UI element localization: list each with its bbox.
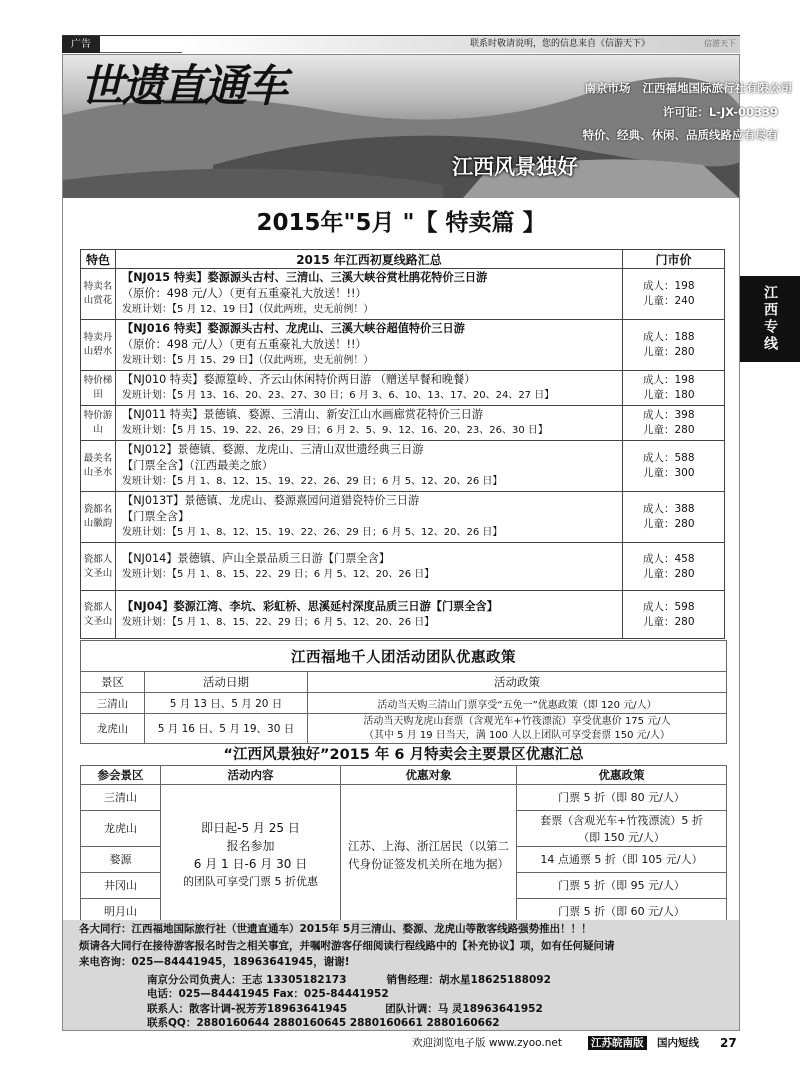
route-note: 【门票全含】	[122, 510, 190, 523]
route-title: 【NJ04】婺源江湾、李坑、彩虹桥、思溪延村深度品质三日游【门票全含】	[122, 599, 498, 613]
discount-policy: 14 点通票 5 折（即 105 元/人）	[517, 847, 727, 873]
adult-price: 成人：458	[643, 552, 695, 565]
side-tab: 江西专线	[740, 276, 800, 362]
row-feature: 特卖名山赏花	[81, 269, 116, 320]
activity-policy: 活动当天购三清山门票享受“五免一”优惠政策（即 120 元/人）	[308, 693, 727, 714]
notice-line: 烦请各大同行在接待游客报名时告之相关事宜，并嘱咐游客仔细阅读行程线路中的【补充协议】项，如有任何疑问请	[79, 939, 615, 952]
adult-price: 成人：588	[643, 452, 695, 464]
child-price: 儿童：240	[643, 295, 695, 307]
spot-name: 三清山	[81, 693, 145, 714]
footer-edition: 江苏皖南版	[588, 1036, 647, 1050]
child-price: 儿童：280	[643, 518, 695, 530]
table-row	[81, 441, 725, 492]
route-schedule: 发班计划：【5 月 15、29 日】（仅此两班，史无前例！）	[122, 355, 374, 366]
route-schedule: 发班计划：【5 月 13、16、20、23、27、30 日；6 月 3、6、10、13、17、20、24、27 日】	[122, 390, 555, 401]
banner-license: 许可证：L-JX-00339	[662, 105, 778, 119]
spot-name: 龙虎山	[81, 714, 145, 744]
target-group: 江苏、上海、浙江居民（以第二代身份证签发机关所在地为据）	[341, 785, 517, 925]
spot-name: 婺源	[81, 847, 161, 873]
row-feature: 特价梯田	[81, 371, 116, 406]
activity-date: 5 月 13 日、5 月 20 日	[145, 693, 308, 714]
adult-price: 成人：188	[643, 331, 695, 343]
child-price: 儿童：280	[643, 346, 695, 358]
header-policy: 活动政策	[308, 672, 727, 693]
route-title: 【NJ012】景德镇、婺源、龙虎山、三清山双世遗经典三日游	[122, 443, 424, 456]
row-feature: 瓷都人文圣山	[81, 543, 116, 591]
header-content: 活动内容	[161, 766, 341, 785]
route-schedule: 发班计划：【5 月 1、8、12、15、19、22、26、29 日；6 月 5、12、20、26 日】	[122, 476, 503, 487]
sales-manager: 销售经理：胡水星18625188092	[386, 973, 551, 986]
group-policy-title: 江西福地千人团活动团队优惠政策	[81, 641, 727, 672]
route-title: 【NJ011 特卖】景德镇、婺源、三清山、新安江山水画廊赏花特价三日游	[122, 408, 484, 421]
table-row	[81, 371, 725, 406]
spot-name: 井冈山	[81, 873, 161, 899]
route-title: 【NJ013T】景德镇、龙虎山、婺源熹园问道猎瓷特价三日游	[122, 494, 420, 507]
adult-price: 成人：198	[643, 374, 695, 386]
route-schedule: 发班计划：【5 月 12、19 日】（仅此两班，史无前例！）	[122, 304, 374, 315]
routes-table	[80, 249, 725, 639]
discount-policy: 门票 5 折（即 95 元/人）	[517, 873, 727, 899]
col-feature-header: 特色	[81, 250, 116, 269]
header-policy: 优惠政策	[517, 766, 727, 785]
group-policy-table	[80, 640, 727, 744]
phone-fax: 电话：025—84441945 Fax：025-84441952	[147, 988, 389, 1000]
footer-section: 国内短线	[657, 1037, 699, 1049]
top-bar	[62, 35, 740, 53]
row-feature: 瓷都人文圣山	[81, 591, 116, 639]
publisher-logo: 信游天下	[704, 39, 736, 48]
spot-name: 龙虎山	[81, 811, 161, 847]
table-row	[81, 591, 725, 639]
table-row	[81, 492, 725, 543]
route-schedule: 发班计划：【5 月 1、8、12、15、19、22、26、29 日；6 月 5、12、20、26 日】	[122, 527, 503, 538]
activity-date: 5 月 16 日、5 月 19、30 日	[145, 714, 308, 744]
activity-policy: 活动当天购龙虎山套票（含观光车+竹筏漂流）享受优惠价 175 元/人	[363, 715, 671, 727]
june-sale-title: “江西风景独好”2015 年 6 月特卖会主要景区优惠汇总	[223, 747, 584, 763]
header-date: 活动日期	[145, 672, 308, 693]
col-routes-header: 2015 年江西初夏线路汇总	[116, 250, 623, 269]
table-row	[81, 693, 727, 714]
child-price: 儿童：280	[643, 567, 695, 580]
table-row	[81, 543, 725, 591]
row-feature: 特价游山	[81, 406, 116, 441]
adult-price: 成人：388	[643, 503, 695, 515]
discount-policy: 套票（含观光车+竹筏漂流）5 折（即 150 元/人）	[517, 811, 727, 847]
child-price: 儿童：180	[643, 389, 695, 401]
activity-content: 即日起-5 月 25 日 报名参加 6 月 1 日-6 月 30 日 的团队可享受门票 5 折优惠	[161, 785, 341, 925]
route-title: 【NJ015 特卖】婺源源头古村、三清山、三溪大峡谷赏杜鹃花特价三日游	[122, 271, 488, 284]
notice-line: 各大同行：江西福地国际旅行社（世遗直通车）2015年 5月三清山、婺源、龙虎山等散客线路强势推出！！！	[79, 923, 592, 935]
contact-block	[79, 973, 723, 1031]
row-feature: 瓷都名山徽韵	[81, 492, 116, 543]
top-note: 联系时敬请说明，您的信息来自《信游天下》	[182, 36, 740, 53]
page-number: 27	[720, 1036, 737, 1050]
contact-person: 联系人：散客计调-祝芳芳18963641945	[147, 1002, 348, 1015]
header-target: 优惠对象	[341, 766, 517, 785]
banner-company: 南京市场 江西福地国际旅行社有限公司	[584, 81, 792, 95]
slogan: 江西风景独好	[452, 155, 578, 179]
brand-logo: 世遗直通车	[80, 61, 285, 112]
child-price: 儿童：280	[643, 615, 695, 628]
spot-name: 明月山	[81, 899, 161, 925]
notice-box	[63, 920, 739, 1030]
group-contact: 团队计调：马 灵18963641952	[385, 1002, 543, 1015]
june-sale-table	[80, 765, 727, 925]
adult-price: 成人：598	[643, 600, 695, 613]
route-schedule: 发班计划：【5 月 15、19、22、26、29 日；6 月 2、5、9、12、16、20、23、26、30 日】	[122, 425, 548, 436]
banner-tagline: 特价、经典、休闲、品质线路应有尽有	[582, 128, 778, 142]
activity-policy-note: （其中 5 月 19 日当天，满 100 人以上团队可享受套票 150 元/人）	[363, 729, 671, 741]
route-note: （原价：498 元/人）（更有五重豪礼大放送！!!）	[122, 338, 367, 351]
row-feature: 特卖丹山碧水	[81, 320, 116, 371]
ad-tag: 广告	[62, 36, 100, 53]
adult-price: 成人：398	[643, 409, 695, 421]
footer-site: 欢迎浏览电子版 www.zyoo.net	[412, 1037, 562, 1049]
col-price-header: 门市价	[623, 250, 725, 269]
route-note: （原价：498 元/人）（更有五重豪礼大放送！!!）	[122, 287, 367, 300]
route-note: 【门票全含】（江西最美之旅）	[122, 459, 274, 472]
child-price: 儿童：280	[643, 424, 695, 436]
discount-policy: 门票 5 折（即 60 元/人）	[517, 899, 727, 925]
page-title: 2015年"5月 "【 特卖篇 】	[256, 210, 546, 236]
branch-manager: 南京分公司负责人：王志 13305182173	[147, 973, 347, 986]
table-row	[81, 714, 727, 744]
discount-policy: 门票 5 折（即 80 元/人）	[517, 785, 727, 811]
table-row	[81, 269, 725, 320]
row-feature: 最美名山圣水	[81, 441, 116, 492]
route-schedule: 发班计划：【5 月 1、8、15、22、29 日；6 月 5、12、20、26 日】	[122, 568, 435, 580]
route-schedule: 发班计划：【5 月 1、8、15、22、29 日；6 月 5、12、20、26 日】	[122, 616, 435, 628]
route-title: 【NJ016 特卖】婺源源头古村、龙虎山、三溪大峡谷超值特价三日游	[122, 322, 465, 335]
spot-name: 三清山	[81, 785, 161, 811]
route-title: 【NJ014】景德镇、庐山全景品质三日游【门票全含】	[122, 551, 390, 565]
contact-qq: 联系QQ：2880160644 2880160645 2880160661 2880160662	[147, 1017, 500, 1029]
table-row	[81, 785, 727, 811]
notice-line: 来电咨询：025—84441945，18963641945，谢谢!	[79, 956, 350, 968]
table-row	[81, 320, 725, 371]
header-spot: 景区	[81, 672, 145, 693]
table-row	[81, 406, 725, 441]
footer	[412, 1034, 740, 1052]
child-price: 儿童：300	[643, 467, 695, 479]
header-spot: 参会景区	[81, 766, 161, 785]
route-title: 【NJ010 特卖】婺源篁岭、齐云山休闲特价两日游 （赠送早餐和晚餐）	[122, 373, 476, 386]
adult-price: 成人：198	[643, 280, 695, 292]
